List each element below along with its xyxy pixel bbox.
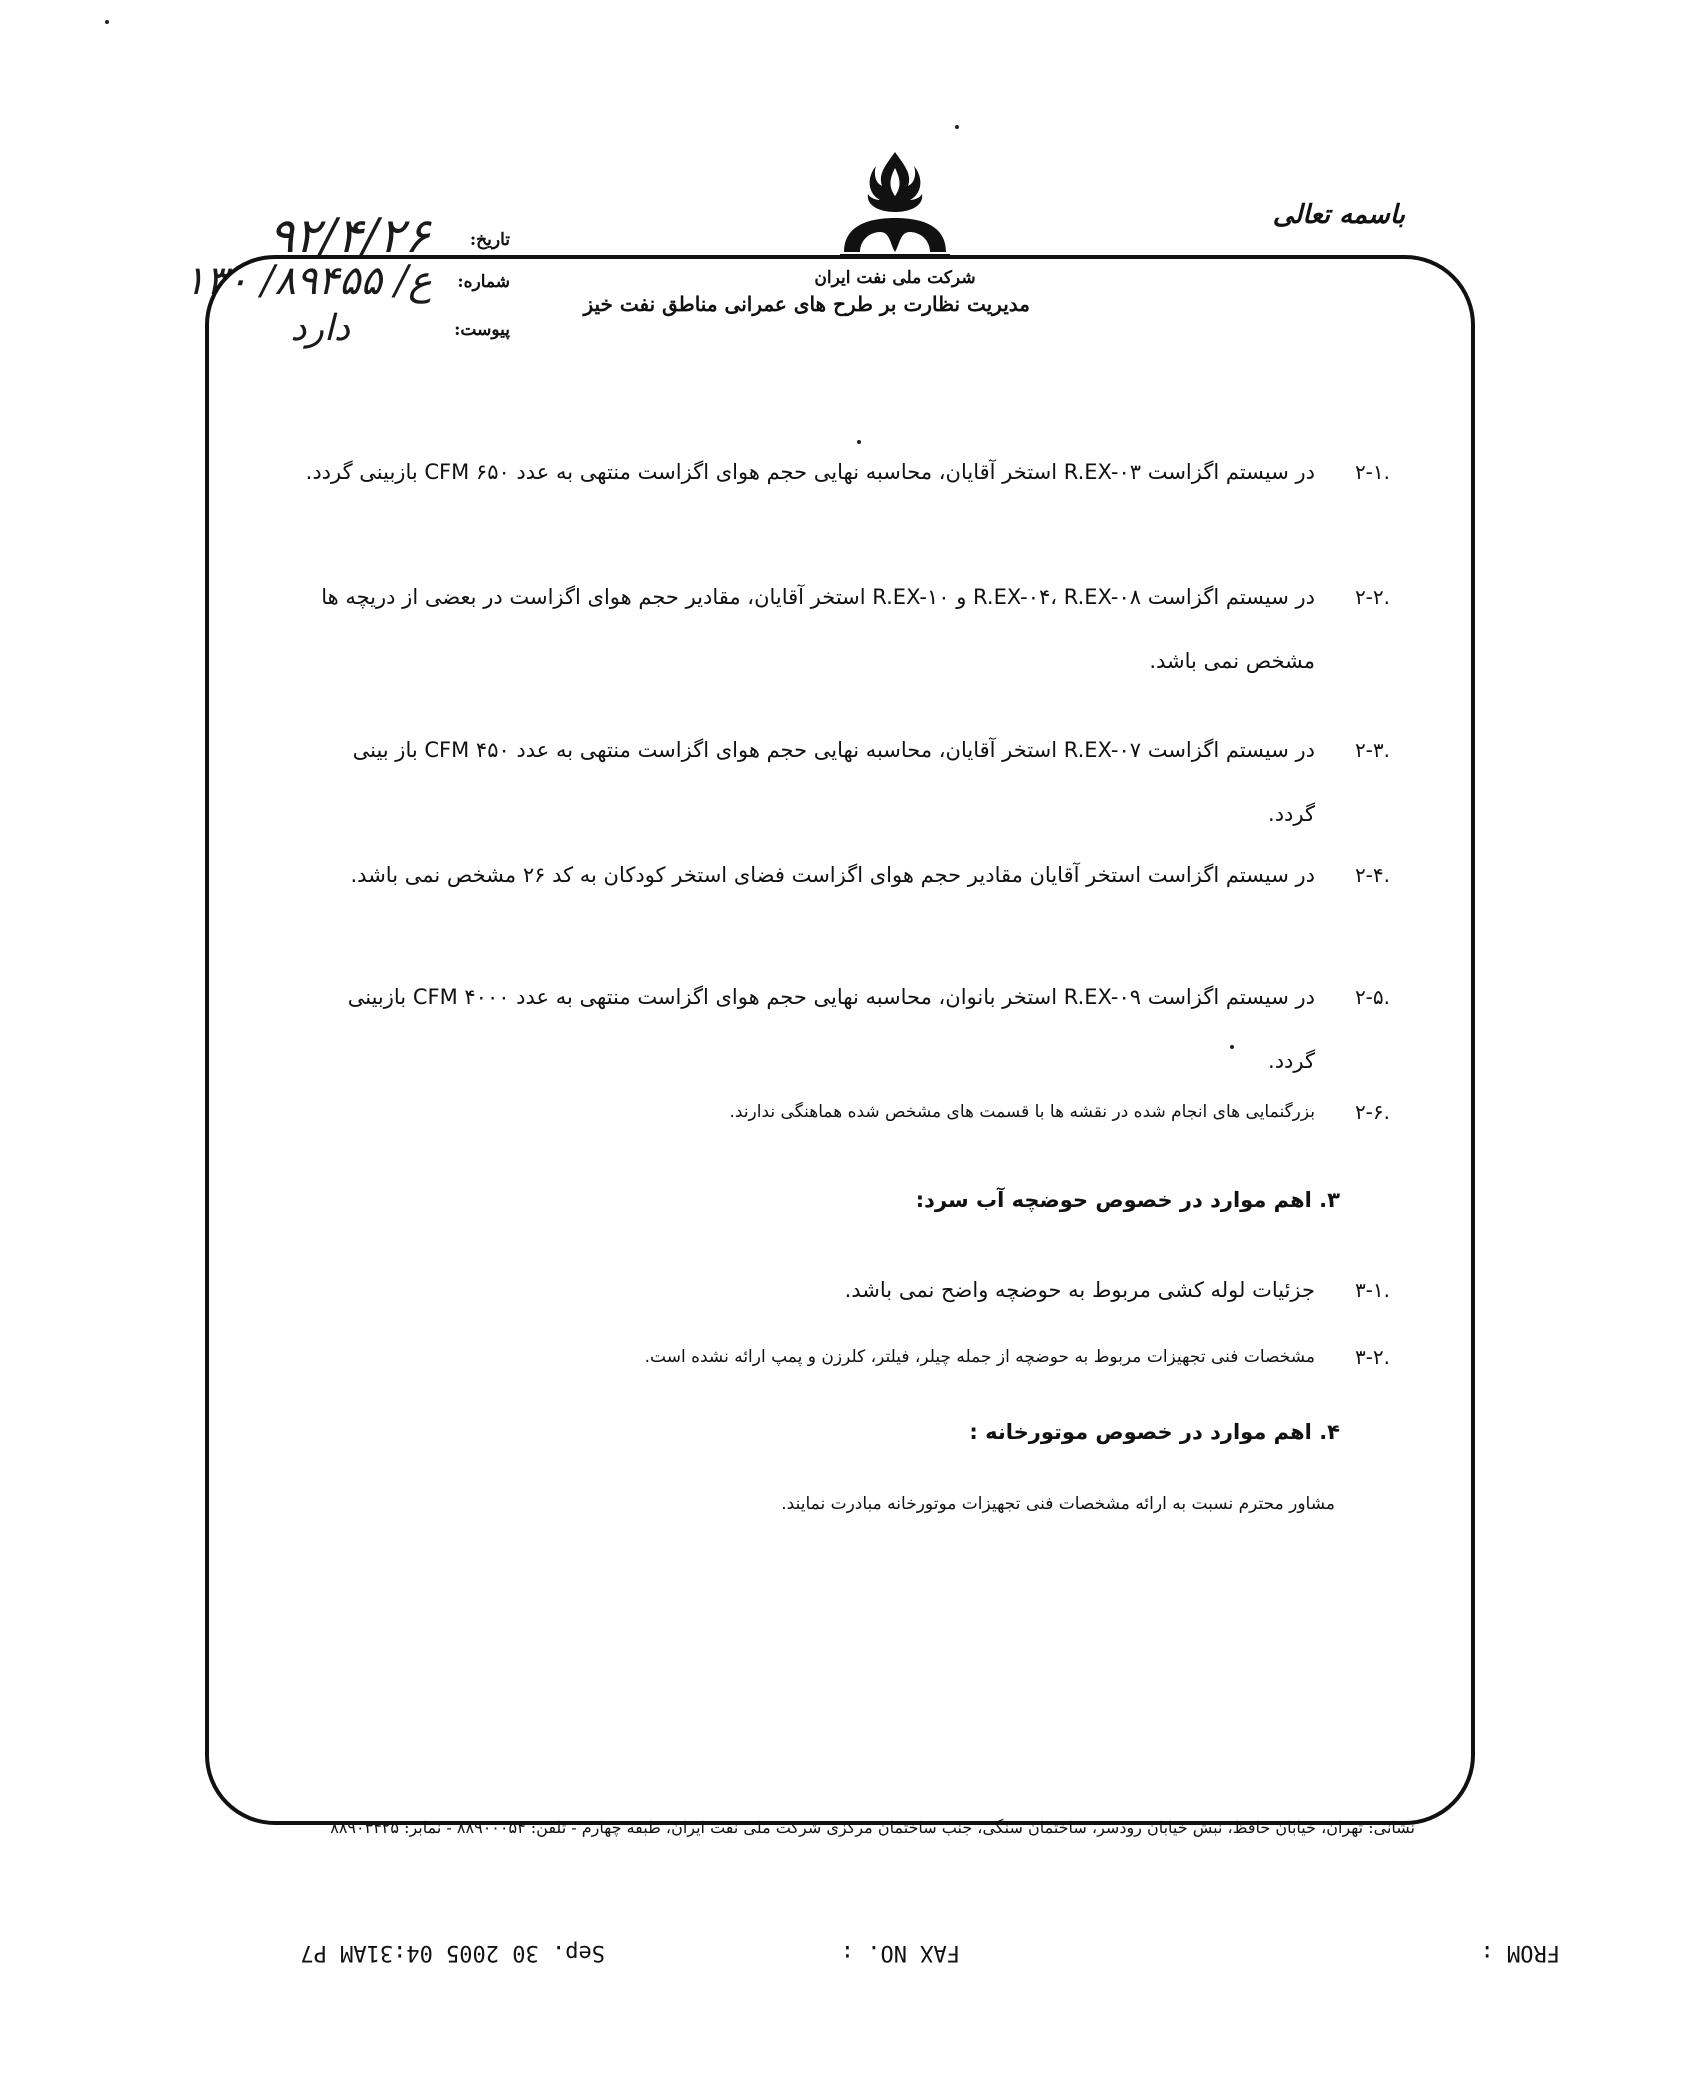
item-text: در سیستم اگزاست استخر آقایان مقادیر حجم هوای اگزاست فضای استخر کودکان به کد ۲۶ مشخص نمی باشد. [350,863,1315,887]
scan-speck [105,20,109,24]
date-label: تاریخ: [469,230,510,250]
fax-from-label: FROM : [1480,1940,1560,1965]
section-4-heading: ۴. اهم موارد در خصوص موتورخانه : [969,1420,1340,1444]
item-number: ۲-۵. [1354,985,1390,1009]
item-number: ۲-۳. [1354,738,1390,762]
handwritten-date: ۹۲/۴/۲۶ [268,208,430,264]
handwritten-attachment: دارد [290,308,350,349]
section-3-heading: ۳. اهم موارد در خصوص حوضچه آب سرد: [915,1188,1340,1212]
item-3-2 [305,1325,1390,1389]
item-number: ۲-۲. [1354,585,1390,609]
item-2-6 [305,1080,1390,1144]
handwritten-number: ع/ ۸۹۴۵۵/ ۱۳۰ [183,258,432,304]
item-2-1 [305,440,1390,504]
item-number: ۲-۶. [1354,1100,1390,1124]
fax-transmission-line [0,1925,1700,1965]
section-4-text: مشاور محترم نسبت به ارائه مشخصات فنی تجهیزات موتورخانه مبادرت نمایند. [781,1494,1335,1514]
item-number: ۲-۴. [1354,863,1390,887]
item-number: ۳-۱. [1354,1278,1390,1302]
company-name: شرکت ملی نفت ایران [814,268,976,288]
footer-address: نشانی: تهران، خیابان حافظ، نبش خیابان رودسر، ساختمان سنگی، جنب ساختمان مرکزی شرکت ملی نفت ایران، طبقه چهارم - تلفن: ۸۸۹۰۰۰۵۴ - نمابر: ۸۸۹۰۳۴۲۵ [330,1818,1415,1837]
item-text: در سیستم اگزاست R.EX-۰۳ استخر آقایان، محاسبه نهایی حجم هوای اگزاست منتهی به عدد CFM ۶۵۰ بازبینی گردد. [305,460,1315,484]
item-number: ۲-۱. [1354,460,1390,484]
item-text: مشخصات فنی تجهیزات مربوط به حوضچه از جمله چیلر، فیلتر، کلرزن و پمپ ارائه نشده است. [644,1347,1315,1367]
fax-timestamp: Sep. 30 2005 04:31AM P7 [300,1940,605,1965]
nioc-flame-logo-icon [830,148,960,268]
item-2-4 [305,843,1390,907]
item-2-3 [305,718,1390,846]
item-2-5 [305,965,1390,1093]
item-text: جزئیات لوله کشی مربوط به حوضچه واضح نمی باشد. [844,1278,1315,1302]
department-name: مدیریت نظارت بر طرح های عمرانی مناطق نفت خیز [583,292,1030,316]
item-text: در سیستم اگزاست R.EX-۰۹ استخر بانوان، محاسبه نهایی حجم هوای اگزاست منتهی به عدد CFM ۴۰۰۰ بازبینی گردد. [347,985,1315,1073]
item-text: بزرگنمایی های انجام شده در نقشه ها با قسمت های مشخص شده هماهنگی ندارند. [729,1102,1315,1122]
attachment-label: پیوست: [454,320,510,340]
item-2-2 [305,565,1390,693]
bismillah-heading: باسمه تعالی [1272,200,1405,230]
item-number: ۳-۲. [1354,1345,1390,1369]
scan-speck [955,125,959,129]
item-3-1 [305,1258,1390,1322]
item-text: در سیستم اگزاست R.EX-۰۴، R.EX-۰۸ و R.EX-۱۰ استخر آقایان، مقادیر حجم هوای اگزاست در بعضی از دریچه ها مشخص نمی باشد. [321,585,1315,673]
fax-number-label: FAX NO. : [840,1940,960,1965]
number-label: شماره: [457,272,510,292]
item-text: در سیستم اگزاست R.EX-۰۷ استخر آقایان، محاسبه نهایی حجم هوای اگزاست منتهی به عدد CFM ۴۵۰ باز بینی گردد. [352,738,1315,826]
